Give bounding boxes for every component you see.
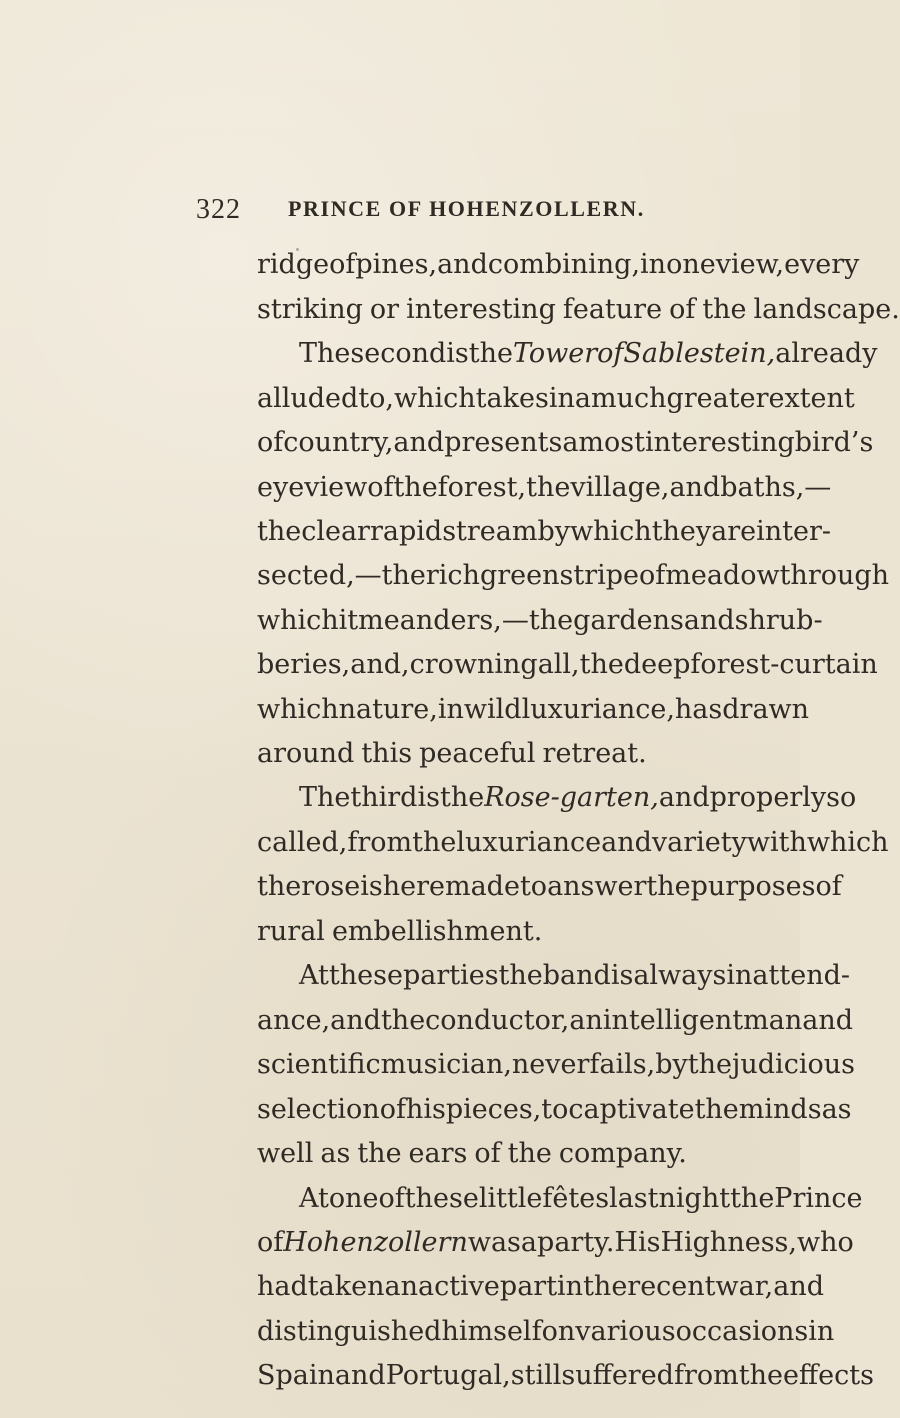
ink-speck	[296, 248, 299, 251]
text-line: sected, — the rich green stripe of meadow through	[257, 560, 890, 591]
text-line: The third is the Rose-garten, and properly so	[299, 782, 857, 813]
running-head: PRINCE OF HOHENZOLLERN.	[288, 196, 645, 221]
ink-speck	[762, 314, 765, 317]
text-line: rural embellishment.	[257, 916, 543, 947]
text-line: beries, and, crowning all, the deep forest-curtain	[257, 649, 878, 680]
text-line: around this peaceful retreat.	[257, 738, 647, 769]
text-line: alluded to, which takes in a much greater extent	[257, 383, 855, 414]
text-line: of country, and presents a most interesting bird’s	[257, 427, 874, 458]
text-line: The second is the Tower of Sablestein, already	[299, 338, 878, 369]
text-line: called, from the luxuriance and variety with which	[257, 827, 889, 858]
text-line: had taken an active part in the recent war, and	[257, 1271, 825, 1302]
text-line: the rose is here made to answer the purposes of	[257, 871, 842, 902]
text-line: At these parties the band is always in attend-	[299, 960, 850, 991]
text-line: At one of these little fêtes last night the Prince	[299, 1183, 863, 1214]
text-line: ridge of pines, and combining, in one view, every	[257, 249, 860, 280]
text-line: which it meanders, — the gardens and shrub-	[257, 605, 823, 636]
text-line: selection of his pieces, to captivate the minds as	[257, 1094, 852, 1125]
text-line: which nature, in wild luxuriance, has drawn	[257, 694, 810, 725]
text-line: of Hohenzollern was a party. His Highness, who	[257, 1227, 854, 1258]
text-line: striking or interesting feature of the landscape.	[257, 294, 900, 325]
text-line: distinguished himself on various occasions in	[257, 1316, 835, 1347]
text-line: scientific musician, never fails, by the judicious	[257, 1049, 855, 1080]
text-line: Spain and Portugal, still suffered from the effects	[257, 1360, 874, 1391]
page-number: 322	[196, 194, 241, 225]
text-line: eye view of the forest, the village, and baths, —	[257, 472, 832, 503]
page-header	[196, 194, 756, 234]
text-line: the clear rapid stream by which they are inter-	[257, 516, 832, 547]
text-line: ance, and the conductor, an intelligent man and	[257, 1005, 854, 1036]
text-line: well as the ears of the company.	[257, 1138, 687, 1169]
